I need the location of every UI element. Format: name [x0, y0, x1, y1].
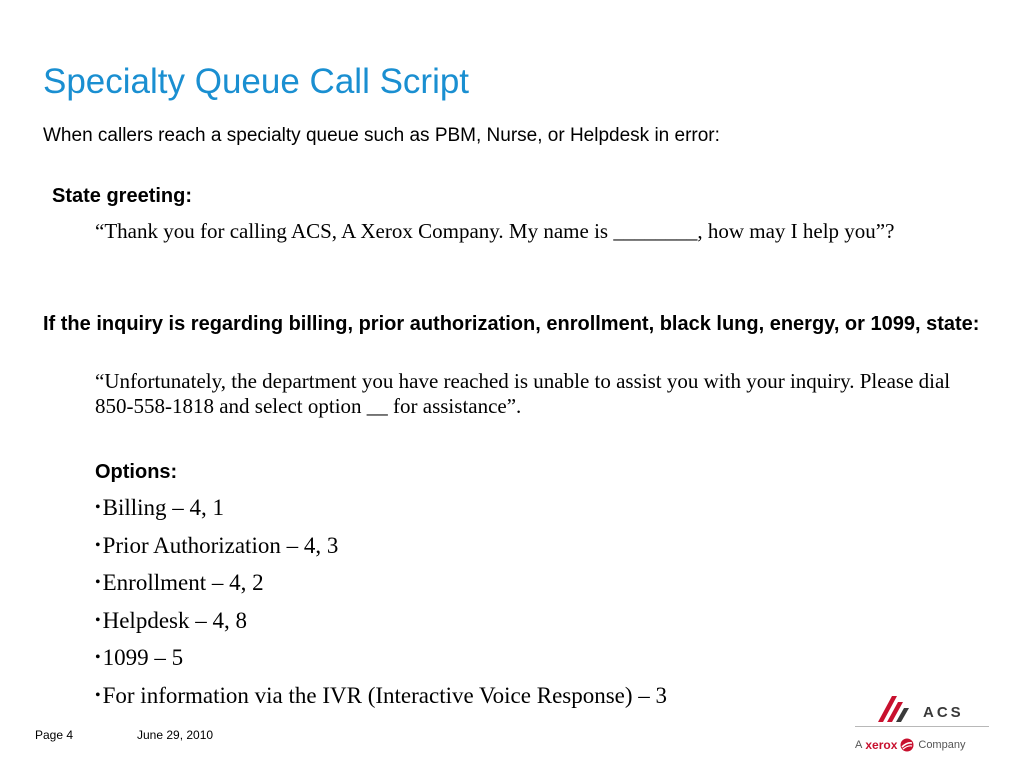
option-item — [95, 643, 667, 681]
acs-xerox-logo — [850, 688, 995, 760]
logo-tagline — [855, 738, 965, 752]
footer-date: June 29, 2010 — [137, 728, 214, 742]
bullet-icon: • — [95, 574, 101, 591]
bullet-icon: • — [95, 649, 101, 666]
option-label: 1099 – 5 — [102, 645, 184, 670]
logo-tag-brand: xerox — [865, 737, 898, 752]
bullet-icon: • — [95, 536, 101, 554]
xerox-sphere-icon — [900, 738, 914, 752]
options-list — [95, 493, 667, 718]
acs-arrows-icon — [876, 694, 920, 724]
greeting-heading: State greeting: — [52, 185, 193, 207]
option-item — [95, 568, 667, 606]
inquiry-quote: “Unfortunately, the department you have reached is unable to assist you with your inquiry. Please dial 850-558-1818 and select option __ for assistance”. — [95, 369, 951, 418]
bullet-icon: • — [95, 499, 101, 516]
logo-tag-suffix: Company — [918, 738, 966, 751]
option-label: Helpdesk – 4, 8 — [102, 607, 247, 633]
option-label: For information via the IVR (Interactive Voice Response) – 3 — [102, 682, 668, 708]
bullet-icon: • — [95, 611, 101, 629]
greeting-quote: “Thank you for calling ACS, A Xerox Company. My name is ________, how may I help you”? — [95, 219, 895, 243]
option-label: Enrollment – 4, 2 — [102, 570, 264, 595]
options-heading: Options: — [95, 461, 178, 483]
option-item — [95, 681, 667, 719]
inquiry-heading: If the inquiry is regarding billing, prior authorization, enrollment, black lung, energy, or 1099, state: — [43, 313, 980, 335]
slide-subtitle: When callers reach a specialty queue such as PBM, Nurse, or Helpdesk in error: — [43, 125, 720, 146]
option-label: Prior Authorization – 4, 3 — [102, 532, 339, 558]
option-item — [95, 606, 667, 644]
slide-title: Specialty Queue Call Script — [43, 62, 470, 101]
option-label: Billing – 4, 1 — [102, 495, 225, 520]
footer-page-number: Page 4 — [35, 728, 74, 742]
logo-tag-prefix: A — [855, 738, 863, 751]
logo-divider — [855, 726, 989, 727]
bullet-icon: • — [95, 686, 101, 704]
option-item — [95, 531, 667, 569]
option-item — [95, 493, 667, 531]
logo-name: ACS — [923, 704, 964, 721]
